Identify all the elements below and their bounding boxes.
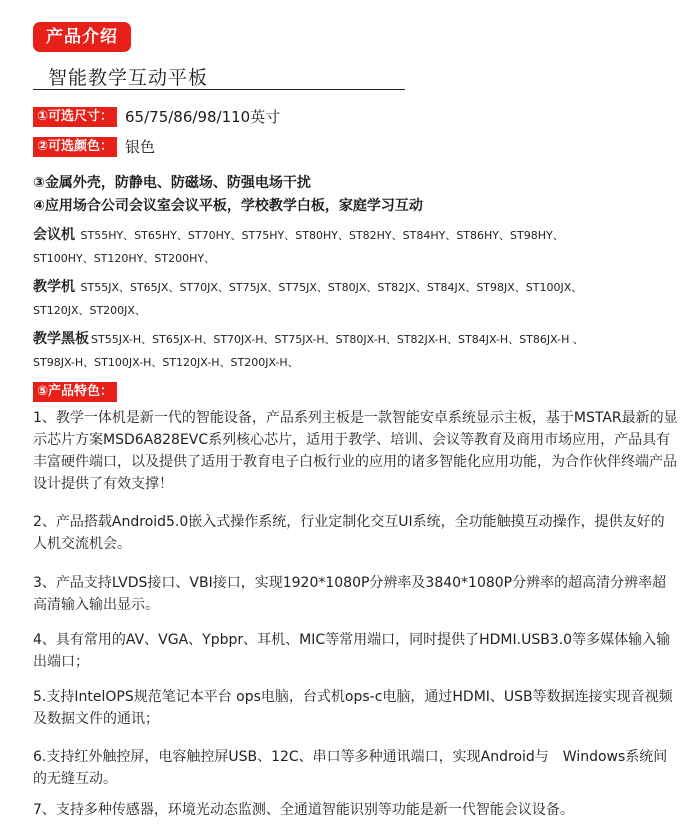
paragraph-7: 7、支持多种传感器，环境光动态监测、全通道智能识别等功能是新一代智能会议设备。 (33, 802, 574, 818)
model-list: ST55JX、ST65JX、ST70JX、ST75JX、ST75JX、ST80JX、ST82JX、ST84JX、ST98JX、ST100JX、 (77, 281, 583, 294)
model-label: 会议机 (33, 227, 75, 243)
feature-tag: ⑤产品特色： (33, 382, 117, 402)
model-list: ST98JX-H、ST100JX-H、ST120JX-H、ST200JX-H、 (33, 356, 299, 369)
paragraph-1: 1、教学一体机是新一代的智能设备，产品系列主板是一款智能安卓系统显示主板，基于MSTAR最新的显示芯片方案MSD6A828EVC系列核心芯片，适用于教学、培训、会议等教育及商用市场应用，产品具有丰富硬件端口，以及提供了适用于教育电子白板行业的应用的诸多智能化应用功能，为合作伙伴终端产品设计提供了有效支撑！ (33, 410, 678, 492)
model-list: ST120JX、ST200JX、 (33, 304, 146, 317)
model-group-blackboard (33, 328, 673, 374)
feature-heading-row (33, 382, 117, 402)
color-value: 银色 (125, 138, 156, 156)
model-list: ST55JX-H、ST65JX-H、ST70JX-H、ST75JX-H、ST80JX-H、ST82JX-H、ST84JX-H、ST86JX-H 、 (91, 333, 584, 346)
color-row (33, 136, 155, 157)
title-underline (33, 89, 405, 90)
color-tag: ②可选颜色： (33, 137, 117, 157)
page-title: 智能教学互动平板 (48, 67, 209, 89)
feature-shell: ③金属外壳，防静电、防磁场、防强电场干扰 (33, 175, 311, 191)
paragraph-6: 6.支持红外触控屏，电容触控屏USB、12C、串口等多种通讯端口，实现Android与 Windows系统间的无缝互动。 (33, 749, 668, 787)
feature-application: ④应用场合公司会议室会议平板，学校教学白板，家庭学习互动 (33, 198, 423, 214)
model-list: ST55HY、ST65HY、ST70HY、ST75HY、ST80HY、ST82HY、ST84HY、ST86HY、ST98HY、 (77, 229, 564, 242)
model-list: ST100HY、ST120HY、ST200HY、 (33, 252, 216, 265)
model-label: 教学机 (33, 279, 75, 295)
size-row (33, 106, 280, 127)
model-label: 教学黑板 (33, 331, 89, 347)
section-badge: 产品介绍 (33, 22, 131, 52)
size-tag: ①可选尺寸： (33, 107, 117, 127)
paragraph-4: 4、具有常用的AV、VGA、Ypbpr、耳机、MIC等常用端口，同时提供了HDMI.USB3.0等多媒体输入输出端口； (33, 632, 671, 670)
model-group-meeting (33, 224, 673, 270)
paragraph-5: 5.支持IntelOPS规范笔记本平台 ops电脑，台式机ops-c电脑，通过HDMI、USB等数据连接实现音视频及数据文件的通讯； (33, 689, 673, 727)
model-group-teaching (33, 276, 673, 322)
paragraph-3: 3、产品支持LVDS接口、VBI接口，实现1920*1080P分辨率及3840*1080P分辨率的超高清分辨率超高清输入输出显示。 (33, 575, 667, 613)
paragraph-2: 2、产品搭载Android5.0嵌入式操作系统，行业定制化交互UI系统，全功能触摸互动操作，提供友好的人机交流机会。 (33, 514, 665, 552)
size-value: 65/75/86/98/110英寸 (125, 108, 281, 126)
